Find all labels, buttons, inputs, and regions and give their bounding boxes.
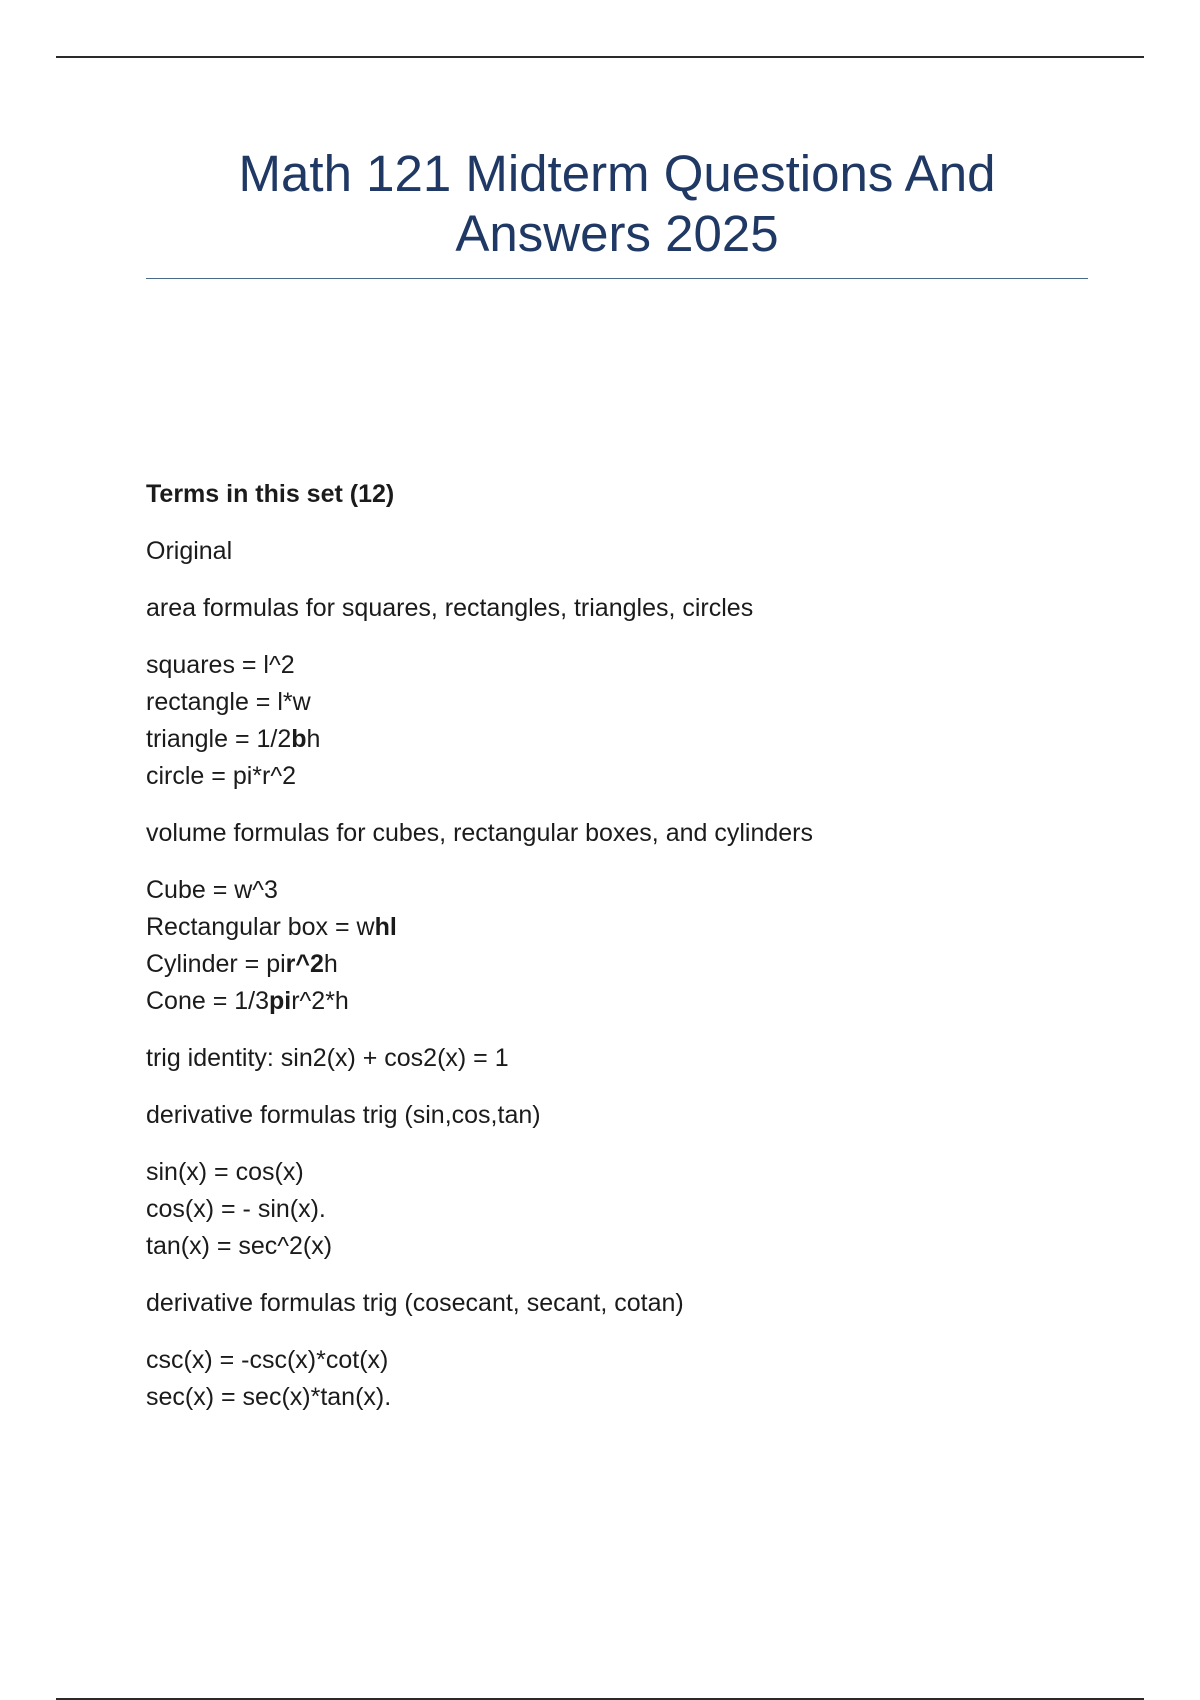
derivative-tan: tan(x) = sec^2(x): [146, 1232, 333, 1260]
original-label: Original: [146, 537, 233, 565]
document-body: [146, 476, 1106, 1436]
derivative-question-1: derivative formulas trig (sin,cos,tan): [146, 1101, 541, 1129]
volume-cone-part-b: pi: [269, 987, 292, 1015]
volume-box-part-b: hl: [374, 913, 397, 941]
derivative-sin: sin(x) = cos(x): [146, 1158, 304, 1186]
volume-cone-part-a: Cone = 1/3: [146, 987, 270, 1015]
top-rule: [56, 56, 1144, 58]
derivative-question-2: derivative formulas trig (cosecant, secant, cotan): [146, 1289, 684, 1317]
area-triangle-part-b: b: [291, 725, 307, 753]
volume-box-part-a: Rectangular box = w: [146, 913, 375, 941]
derivative-answer-1: [146, 1154, 1106, 1265]
volume-question: volume formulas for cubes, rectangular boxes, and cylinders: [146, 819, 813, 847]
derivative-cos: cos(x) = - sin(x).: [146, 1195, 326, 1223]
area-squares: squares = l^2: [146, 651, 295, 679]
volume-cube: Cube = w^3: [146, 876, 278, 904]
volume-cylinder-part-c: h: [323, 950, 338, 978]
volume-cylinder-part-a: Cylinder = pi: [146, 950, 286, 978]
volume-answer: [146, 872, 1106, 1020]
document-title: Math 121 Midterm Questions And Answers 2025: [146, 144, 1088, 279]
volume-cylinder-part-b: r^2: [285, 950, 324, 978]
area-circle: circle = pi*r^2: [146, 762, 296, 790]
area-triangle: [146, 721, 1106, 758]
trig-identity: trig identity: sin2(x) + cos2(x) = 1: [146, 1044, 509, 1072]
volume-cylinder: [146, 946, 1106, 983]
area-triangle-part-c: h: [306, 725, 321, 753]
derivative-answer-2: [146, 1342, 1106, 1416]
area-question: area formulas for squares, rectangles, triangles, circles: [146, 594, 754, 622]
area-triangle-part-a: triangle = 1/2: [146, 725, 292, 753]
area-rectangle: rectangle = l*w: [146, 688, 311, 716]
volume-box: [146, 909, 1106, 946]
derivative-csc: csc(x) = -csc(x)*cot(x): [146, 1346, 389, 1374]
derivative-sec: sec(x) = sec(x)*tan(x).: [146, 1383, 392, 1411]
terms-heading: Terms in this set (12): [146, 480, 395, 508]
volume-cone: [146, 983, 1106, 1020]
volume-cone-part-c: r^2*h: [291, 987, 349, 1015]
area-answer: [146, 647, 1106, 795]
